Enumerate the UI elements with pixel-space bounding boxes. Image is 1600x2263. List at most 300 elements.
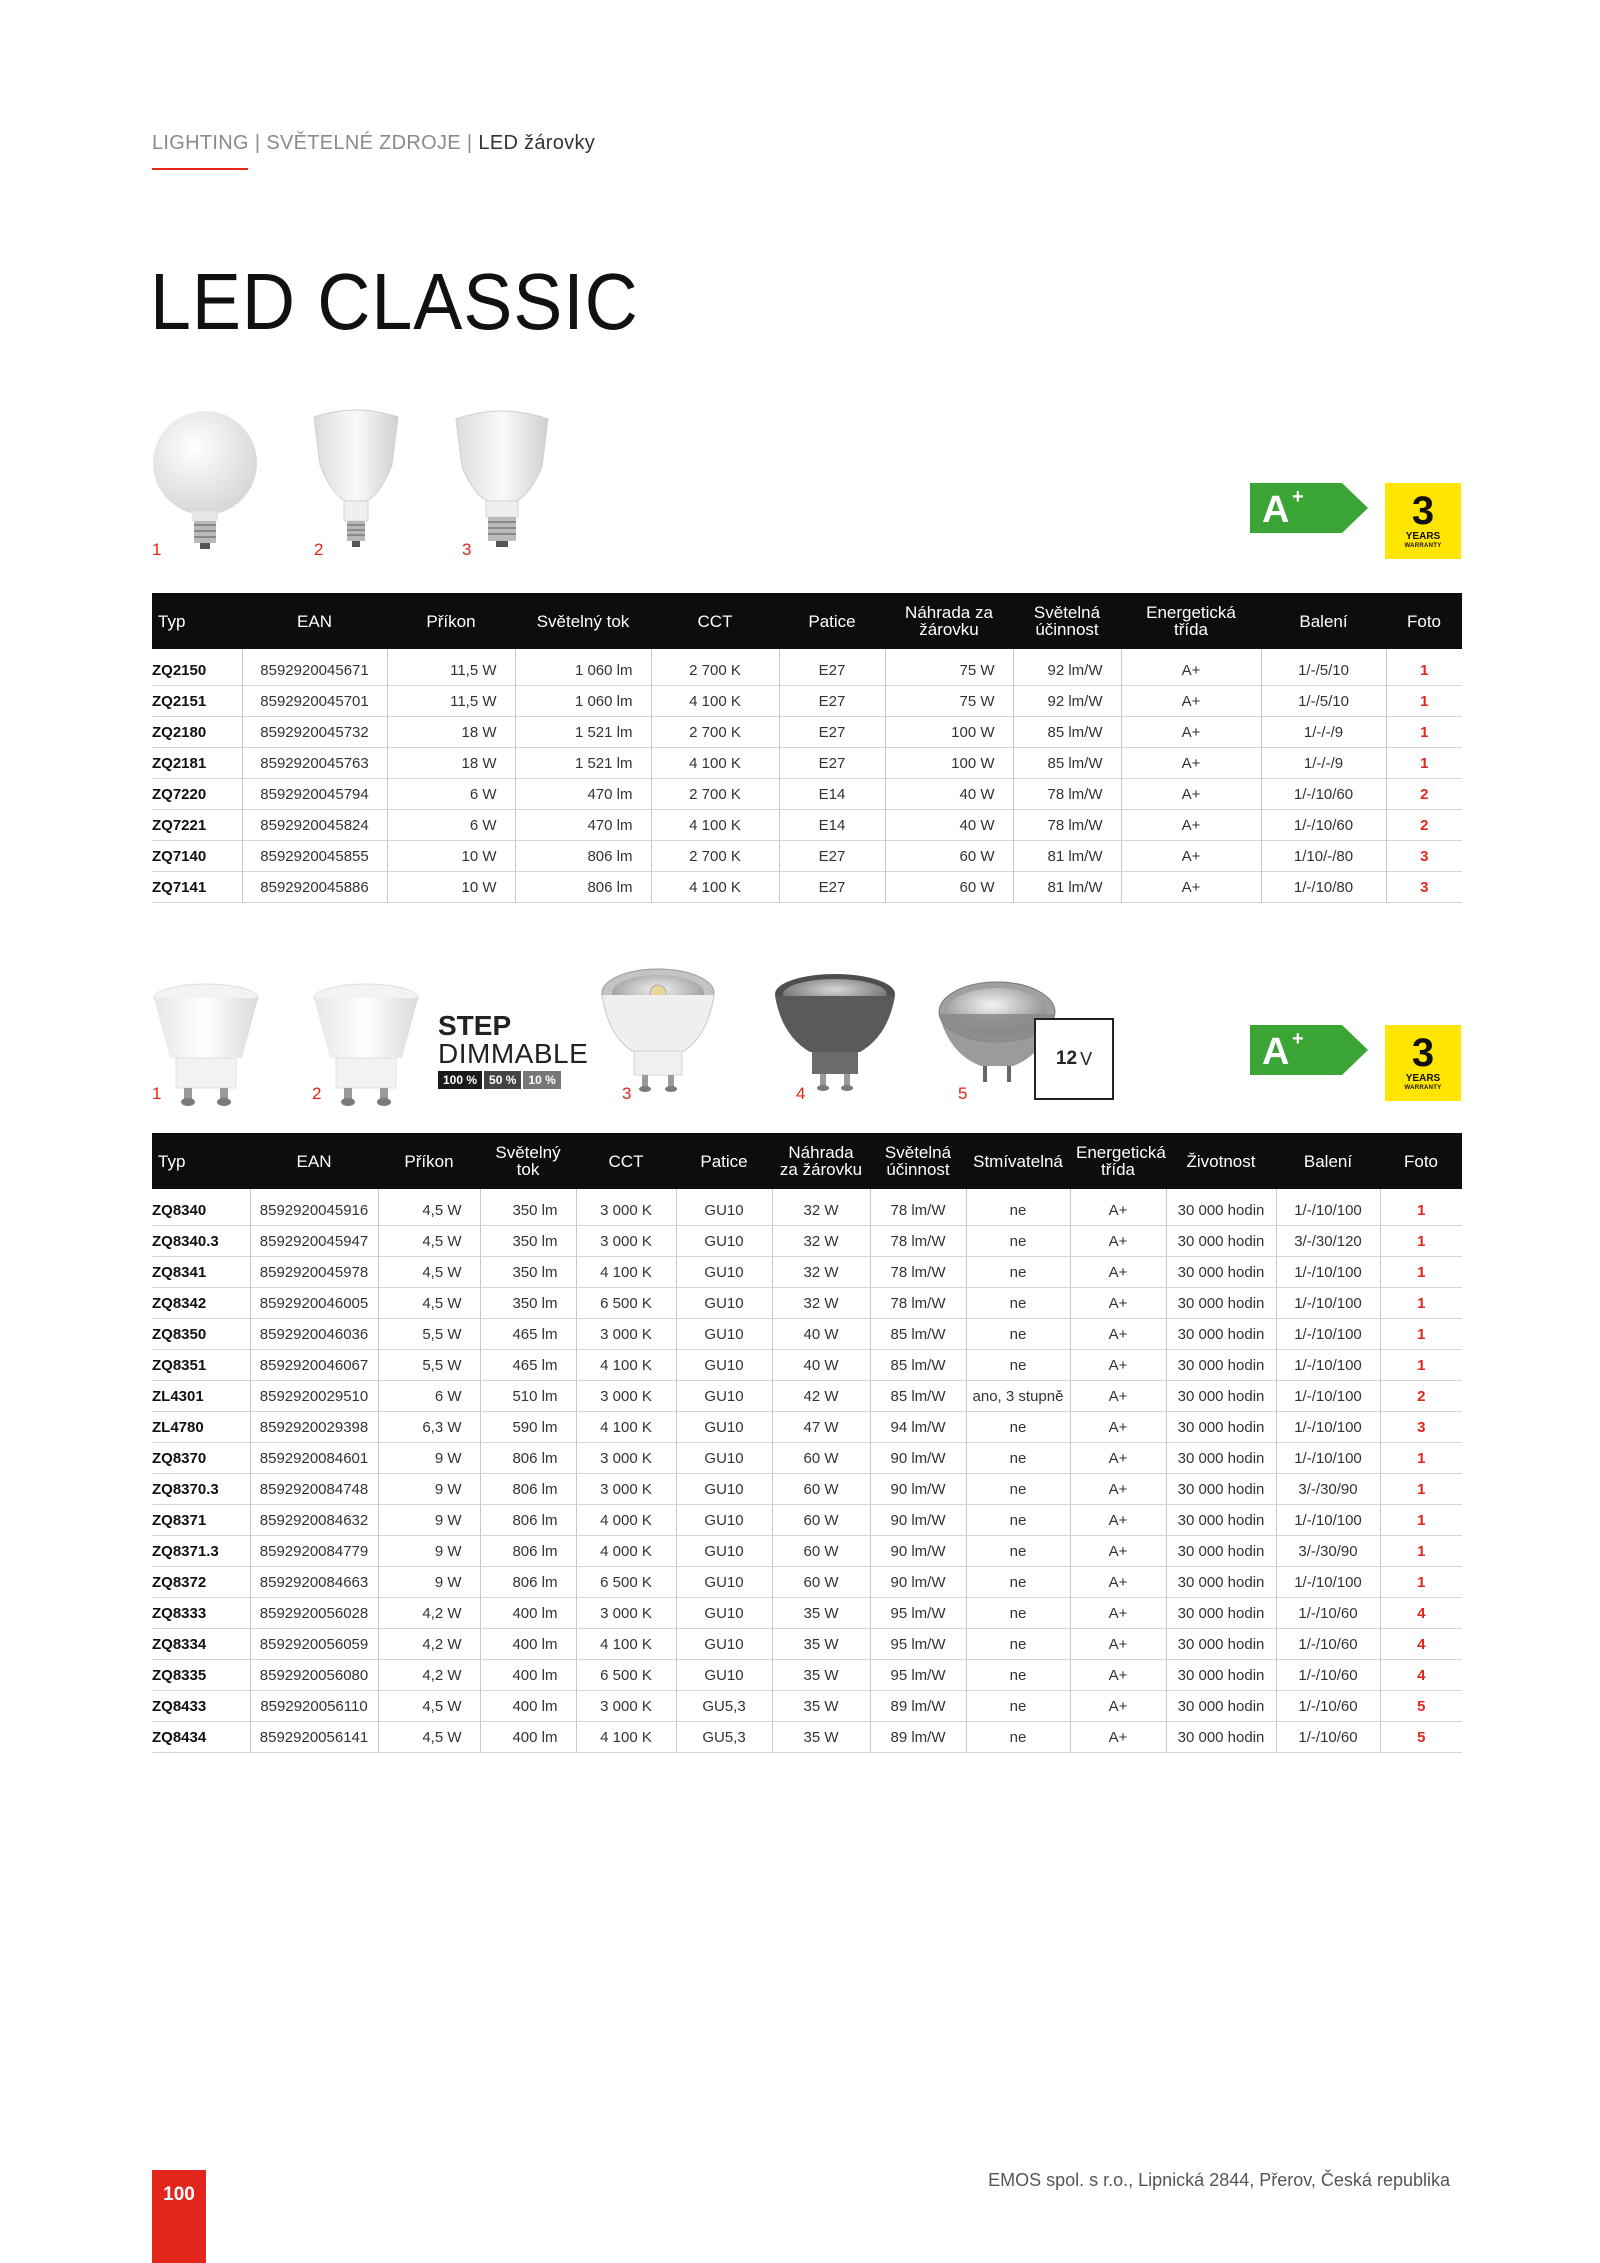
page-number: 100: [152, 2170, 206, 2263]
table-cell: E27: [779, 717, 885, 748]
table-cell: A+: [1070, 1598, 1166, 1629]
table-cell: 30 000 hodin: [1166, 1505, 1276, 1536]
table-cell: 8592920056028: [250, 1598, 378, 1629]
column-header: Životnost: [1166, 1133, 1276, 1189]
table-cell: 465 lm: [480, 1350, 576, 1381]
table-row: [152, 1691, 1462, 1722]
table-cell: A+: [1070, 1536, 1166, 1567]
table-cell: 3 000 K: [576, 1381, 676, 1412]
table-cell: 5: [1380, 1691, 1462, 1722]
table-cell: GU10: [676, 1443, 772, 1474]
table-cell: 1: [1380, 1257, 1462, 1288]
breadcrumb-lighting: LIGHTING: [152, 132, 249, 154]
warranty-years-number: 3: [1411, 1031, 1435, 1075]
table-cell: 4,5 W: [378, 1226, 480, 1257]
gu10-bulb-image: [310, 982, 422, 1112]
column-header: Příkon: [387, 593, 515, 649]
column-header: Balení: [1261, 593, 1386, 649]
table-cell: 30 000 hodin: [1166, 1412, 1276, 1443]
table-cell: 4 100 K: [576, 1629, 676, 1660]
table-cell: 90 lm/W: [870, 1505, 966, 1536]
table-cell: 1: [1380, 1189, 1462, 1226]
table-cell: 1/-/10/100: [1276, 1288, 1380, 1319]
table-cell: 81 lm/W: [1013, 841, 1121, 872]
table-cell: 78 lm/W: [870, 1257, 966, 1288]
table-cell: 8592920045732: [242, 717, 387, 748]
product-code: ZQ7220: [152, 779, 242, 810]
table-cell: 1: [1386, 686, 1462, 717]
table-row: [152, 1350, 1462, 1381]
product-code: ZQ7140: [152, 841, 242, 872]
warranty-badge: [1385, 483, 1461, 559]
table-cell: 60 W: [772, 1474, 870, 1505]
product-code: ZQ8372: [152, 1567, 250, 1598]
column-header: Stmívatelná: [966, 1133, 1070, 1189]
table-cell: 78 lm/W: [870, 1189, 966, 1226]
table-cell: 4,5 W: [378, 1691, 480, 1722]
column-header: Balení: [1276, 1133, 1380, 1189]
table-cell: A+: [1070, 1412, 1166, 1443]
table-cell: A+: [1070, 1319, 1166, 1350]
table-cell: 1/-/10/100: [1276, 1189, 1380, 1226]
table-cell: 1/-/10/60: [1276, 1691, 1380, 1722]
table-cell: 100 W: [885, 748, 1013, 779]
table-cell: 400 lm: [480, 1598, 576, 1629]
table-row: [152, 717, 1462, 748]
table-cell: E14: [779, 779, 885, 810]
table-cell: A+: [1070, 1257, 1166, 1288]
table-cell: 806 lm: [480, 1474, 576, 1505]
table-cell: 400 lm: [480, 1691, 576, 1722]
table-cell: 4 100 K: [651, 686, 779, 717]
table-cell: 30 000 hodin: [1166, 1567, 1276, 1598]
table-cell: 18 W: [387, 748, 515, 779]
table-cell: 1: [1380, 1288, 1462, 1319]
product-code: ZQ2180: [152, 717, 242, 748]
table-cell: A+: [1070, 1350, 1166, 1381]
table-cell: 60 W: [772, 1567, 870, 1598]
table-cell: 1/-/10/60: [1261, 810, 1386, 841]
table-cell: 806 lm: [480, 1567, 576, 1598]
table-cell: 30 000 hodin: [1166, 1226, 1276, 1257]
table-cell: 6 W: [378, 1381, 480, 1412]
table-cell: 806 lm: [480, 1443, 576, 1474]
table-cell: 32 W: [772, 1257, 870, 1288]
gu10-bulb-image: [150, 982, 262, 1112]
table-cell: 40 W: [885, 779, 1013, 810]
table-cell: 5,5 W: [378, 1319, 480, 1350]
table-cell: 1: [1380, 1319, 1462, 1350]
table-cell: 510 lm: [480, 1381, 576, 1412]
table-cell: A+: [1121, 841, 1261, 872]
table-cell: 95 lm/W: [870, 1629, 966, 1660]
product-code: ZQ8351: [152, 1350, 250, 1381]
table-cell: 8592920056080: [250, 1660, 378, 1691]
table-cell: A+: [1070, 1567, 1166, 1598]
table-cell: 32 W: [772, 1226, 870, 1257]
table-cell: 3 000 K: [576, 1474, 676, 1505]
table-cell: A+: [1070, 1226, 1166, 1257]
table-cell: E14: [779, 810, 885, 841]
table-cell: 5: [1380, 1722, 1462, 1753]
table-cell: ne: [966, 1474, 1070, 1505]
photo-number: 1: [152, 540, 162, 559]
product-code: ZQ2151: [152, 686, 242, 717]
table-cell: ano, 3 stupně: [966, 1381, 1070, 1412]
table-cell: ne: [966, 1350, 1070, 1381]
table-cell: GU10: [676, 1226, 772, 1257]
table-cell: A+: [1070, 1381, 1166, 1412]
table-cell: 60 W: [885, 841, 1013, 872]
table-row: [152, 748, 1462, 779]
table-cell: 8592920045855: [242, 841, 387, 872]
step-dimmable-line1: STEP: [438, 1010, 512, 1041]
warranty-years-label: YEARS: [1405, 531, 1441, 542]
table-cell: 4 100 K: [651, 748, 779, 779]
product-code: ZL4780: [152, 1412, 250, 1443]
spec-table-led-classic: [152, 593, 1462, 903]
table-cell: 78 lm/W: [1013, 810, 1121, 841]
table-cell: 1/-/10/100: [1276, 1567, 1380, 1598]
column-header: Typ: [152, 1133, 250, 1189]
table-cell: 8592920045886: [242, 872, 387, 903]
table-cell: 100 W: [885, 717, 1013, 748]
table-cell: 1/-/10/100: [1276, 1443, 1380, 1474]
table-cell: 4,2 W: [378, 1660, 480, 1691]
table-cell: GU10: [676, 1505, 772, 1536]
energy-class-letter: A: [1262, 489, 1290, 531]
table-row: [152, 810, 1462, 841]
photo-number: 3: [462, 540, 472, 559]
table-cell: GU10: [676, 1629, 772, 1660]
table-cell: E27: [779, 841, 885, 872]
table-cell: GU10: [676, 1381, 772, 1412]
table-cell: 3 000 K: [576, 1443, 676, 1474]
voltage-unit: V: [1080, 1048, 1093, 1069]
table-cell: 1/-/10/100: [1276, 1381, 1380, 1412]
table-cell: 85 lm/W: [870, 1350, 966, 1381]
table-cell: 470 lm: [515, 779, 651, 810]
table-cell: A+: [1121, 810, 1261, 841]
table-cell: A+: [1070, 1474, 1166, 1505]
table-cell: ne: [966, 1598, 1070, 1629]
product-code: ZL4301: [152, 1381, 250, 1412]
table-cell: GU10: [676, 1288, 772, 1319]
table-cell: A+: [1070, 1443, 1166, 1474]
breadcrumb: [152, 132, 595, 155]
table-row: [152, 1536, 1462, 1567]
column-header: Světelná účinnost: [1013, 593, 1121, 649]
table-cell: A+: [1070, 1660, 1166, 1691]
table-cell: 30 000 hodin: [1166, 1381, 1276, 1412]
table-cell: 4 100 K: [651, 810, 779, 841]
table-cell: 30 000 hodin: [1166, 1288, 1276, 1319]
product-code: ZQ8333: [152, 1598, 250, 1629]
spec-table-gu10: [152, 1133, 1462, 1753]
step-dimmable-line2: DIMMABLE: [438, 1038, 589, 1069]
product-code: ZQ8370: [152, 1443, 250, 1474]
table-row: [152, 1288, 1462, 1319]
table-cell: ne: [966, 1226, 1070, 1257]
dim-level-10: 10 %: [523, 1071, 560, 1089]
table-cell: 30 000 hodin: [1166, 1629, 1276, 1660]
table-cell: 10 W: [387, 841, 515, 872]
table-cell: ne: [966, 1189, 1070, 1226]
table-cell: 4,2 W: [378, 1598, 480, 1629]
product-code: ZQ8371.3: [152, 1536, 250, 1567]
photo-number: 1: [152, 1084, 162, 1103]
table-cell: 30 000 hodin: [1166, 1443, 1276, 1474]
table-cell: 400 lm: [480, 1660, 576, 1691]
table-cell: ne: [966, 1536, 1070, 1567]
table-cell: ne: [966, 1412, 1070, 1443]
step-dimmable-label: [438, 1012, 588, 1089]
table-row: [152, 1629, 1462, 1660]
table-cell: 5,5 W: [378, 1350, 480, 1381]
table-cell: 4 100 K: [651, 872, 779, 903]
table-cell: 4,5 W: [378, 1288, 480, 1319]
energy-class-badge: [1250, 483, 1368, 533]
photo-number: 4: [796, 1084, 806, 1103]
column-header: Energetická třída: [1070, 1133, 1166, 1189]
table-cell: 4 000 K: [576, 1505, 676, 1536]
table-cell: 3 000 K: [576, 1226, 676, 1257]
column-header: Světelný tok: [515, 593, 651, 649]
table-cell: GU10: [676, 1257, 772, 1288]
table-cell: 35 W: [772, 1598, 870, 1629]
photo-number: 5: [958, 1084, 968, 1103]
table-cell: 1/-/5/10: [1261, 649, 1386, 686]
product-code: ZQ8334: [152, 1629, 250, 1660]
product-code: ZQ2181: [152, 748, 242, 779]
warranty-years-label: YEARS: [1405, 1073, 1441, 1084]
table-cell: 40 W: [772, 1319, 870, 1350]
table-cell: 8592920084779: [250, 1536, 378, 1567]
column-header: CCT: [576, 1133, 676, 1189]
table-cell: 6,3 W: [378, 1412, 480, 1443]
table-cell: 9 W: [378, 1443, 480, 1474]
table-cell: 1: [1380, 1505, 1462, 1536]
table-cell: 30 000 hodin: [1166, 1691, 1276, 1722]
table-cell: 60 W: [772, 1536, 870, 1567]
table-cell: 85 lm/W: [870, 1381, 966, 1412]
table-cell: 1: [1380, 1474, 1462, 1505]
table-cell: 85 lm/W: [1013, 717, 1121, 748]
table-cell: 6 500 K: [576, 1660, 676, 1691]
table-cell: 4 000 K: [576, 1536, 676, 1567]
table-header-row: [152, 1133, 1462, 1189]
table-cell: 8592920084632: [250, 1505, 378, 1536]
table-cell: ne: [966, 1691, 1070, 1722]
table-cell: 806 lm: [480, 1536, 576, 1567]
table-row: [152, 1257, 1462, 1288]
energy-class-letter: A: [1262, 1031, 1290, 1073]
product-code: ZQ8340.3: [152, 1226, 250, 1257]
table-cell: 30 000 hodin: [1166, 1474, 1276, 1505]
energy-class-badge: [1250, 1025, 1368, 1075]
table-cell: 30 000 hodin: [1166, 1350, 1276, 1381]
table-cell: 400 lm: [480, 1722, 576, 1753]
table-row: [152, 1381, 1462, 1412]
table-cell: 1/-/10/80: [1261, 872, 1386, 903]
table-cell: 8592920029510: [250, 1381, 378, 1412]
table-cell: 4: [1380, 1660, 1462, 1691]
table-cell: 30 000 hodin: [1166, 1536, 1276, 1567]
table-cell: GU10: [676, 1567, 772, 1598]
table-cell: 8592920056141: [250, 1722, 378, 1753]
table-cell: 1/-/-/9: [1261, 717, 1386, 748]
table-cell: 465 lm: [480, 1319, 576, 1350]
table-cell: 1/-/10/100: [1276, 1505, 1380, 1536]
table-cell: 60 W: [772, 1443, 870, 1474]
table-cell: 4,5 W: [378, 1257, 480, 1288]
column-header: Náhrada za žárovku: [772, 1133, 870, 1189]
product-code: ZQ8340: [152, 1189, 250, 1226]
table-cell: E27: [779, 649, 885, 686]
product-code: ZQ8335: [152, 1660, 250, 1691]
column-header: Typ: [152, 593, 242, 649]
table-cell: 92 lm/W: [1013, 649, 1121, 686]
table-cell: ne: [966, 1505, 1070, 1536]
table-cell: GU5,3: [676, 1691, 772, 1722]
energy-class-plus: +: [1292, 486, 1304, 508]
warranty-badge: [1385, 1025, 1461, 1101]
table-cell: 1: [1380, 1226, 1462, 1257]
column-header: Náhrada za žárovku: [885, 593, 1013, 649]
table-cell: A+: [1121, 748, 1261, 779]
table-cell: E27: [779, 748, 885, 779]
table-cell: GU10: [676, 1598, 772, 1629]
table-cell: 1/-/10/60: [1276, 1660, 1380, 1691]
table-cell: 9 W: [378, 1474, 480, 1505]
table-cell: 6 W: [387, 810, 515, 841]
table-cell: 18 W: [387, 717, 515, 748]
table-cell: 806 lm: [515, 872, 651, 903]
table-row: [152, 779, 1462, 810]
table-cell: 30 000 hodin: [1166, 1319, 1276, 1350]
table-cell: 11,5 W: [387, 686, 515, 717]
table-cell: ne: [966, 1660, 1070, 1691]
table-cell: 3: [1380, 1412, 1462, 1443]
table-cell: 8592920045916: [250, 1189, 378, 1226]
table-cell: 8592920046005: [250, 1288, 378, 1319]
table-row: [152, 1226, 1462, 1257]
table-cell: A+: [1070, 1189, 1166, 1226]
table-cell: GU10: [676, 1350, 772, 1381]
photo-number: 2: [314, 540, 324, 559]
table-cell: 6 500 K: [576, 1567, 676, 1598]
table-cell: 3 000 K: [576, 1319, 676, 1350]
table-cell: 1/-/10/100: [1276, 1350, 1380, 1381]
table-cell: 4,5 W: [378, 1189, 480, 1226]
table-cell: 8592920045947: [250, 1226, 378, 1257]
table-cell: 470 lm: [515, 810, 651, 841]
table-cell: A+: [1070, 1505, 1166, 1536]
table-cell: 10 W: [387, 872, 515, 903]
table-cell: 4 100 K: [576, 1257, 676, 1288]
table-cell: 1 521 lm: [515, 748, 651, 779]
table-cell: 4: [1380, 1598, 1462, 1629]
column-header: Příkon: [378, 1133, 480, 1189]
product-code: ZQ7141: [152, 872, 242, 903]
table-cell: 90 lm/W: [870, 1443, 966, 1474]
product-code: ZQ2150: [152, 649, 242, 686]
table-cell: 1 060 lm: [515, 686, 651, 717]
table-cell: 3: [1386, 841, 1462, 872]
table-cell: A+: [1070, 1722, 1166, 1753]
reflector-bulb-e27-image: [452, 405, 552, 555]
table-cell: 1/-/-/9: [1261, 748, 1386, 779]
table-row: [152, 1443, 1462, 1474]
table-row: [152, 1505, 1462, 1536]
table-cell: 2 700 K: [651, 779, 779, 810]
column-header: Foto: [1386, 593, 1462, 649]
table-cell: 6 W: [387, 779, 515, 810]
table-cell: ne: [966, 1567, 1070, 1598]
table-cell: 2 700 K: [651, 841, 779, 872]
table-cell: A+: [1070, 1691, 1166, 1722]
table-cell: ne: [966, 1629, 1070, 1660]
table-cell: 1/-/10/60: [1276, 1629, 1380, 1660]
table-cell: 4 100 K: [576, 1412, 676, 1443]
table-cell: ne: [966, 1722, 1070, 1753]
column-header: Světelný tok: [480, 1133, 576, 1189]
breadcrumb-separator: |: [466, 132, 473, 154]
voltage-value: 12: [1055, 1048, 1078, 1069]
table-row: [152, 1722, 1462, 1753]
table-cell: A+: [1121, 686, 1261, 717]
table-cell: 2 700 K: [651, 717, 779, 748]
breadcrumb-separator: |: [254, 132, 261, 154]
table-cell: 4: [1380, 1629, 1462, 1660]
product-code: ZQ8342: [152, 1288, 250, 1319]
table-row: [152, 686, 1462, 717]
table-cell: GU10: [676, 1319, 772, 1350]
table-cell: 30 000 hodin: [1166, 1189, 1276, 1226]
table-cell: 4,5 W: [378, 1722, 480, 1753]
column-header: Patice: [676, 1133, 772, 1189]
table-cell: 2: [1386, 779, 1462, 810]
table-cell: 350 lm: [480, 1226, 576, 1257]
table-cell: 78 lm/W: [1013, 779, 1121, 810]
table-cell: 8592920045824: [242, 810, 387, 841]
table-cell: 1/-/10/60: [1276, 1598, 1380, 1629]
table-cell: 4,2 W: [378, 1629, 480, 1660]
table-cell: 42 W: [772, 1381, 870, 1412]
table-cell: 60 W: [772, 1505, 870, 1536]
table-cell: 3 000 K: [576, 1189, 676, 1226]
table-cell: 9 W: [378, 1536, 480, 1567]
table-row: [152, 1319, 1462, 1350]
table-cell: A+: [1121, 717, 1261, 748]
table-cell: 8592920084601: [250, 1443, 378, 1474]
table-cell: 92 lm/W: [1013, 686, 1121, 717]
table-cell: 40 W: [772, 1350, 870, 1381]
table-cell: A+: [1121, 779, 1261, 810]
table-cell: 30 000 hodin: [1166, 1598, 1276, 1629]
table-cell: 94 lm/W: [870, 1412, 966, 1443]
dim-level-50: 50 %: [484, 1071, 521, 1089]
table-cell: 1/-/10/60: [1276, 1722, 1380, 1753]
table-cell: 1: [1386, 717, 1462, 748]
gu10-lens-bulb-image: [598, 965, 718, 1105]
table-cell: 8592920056059: [250, 1629, 378, 1660]
table-cell: ne: [966, 1443, 1070, 1474]
table-cell: 78 lm/W: [870, 1226, 966, 1257]
table-cell: 1: [1380, 1443, 1462, 1474]
table-cell: 9 W: [378, 1505, 480, 1536]
table-cell: 350 lm: [480, 1288, 576, 1319]
